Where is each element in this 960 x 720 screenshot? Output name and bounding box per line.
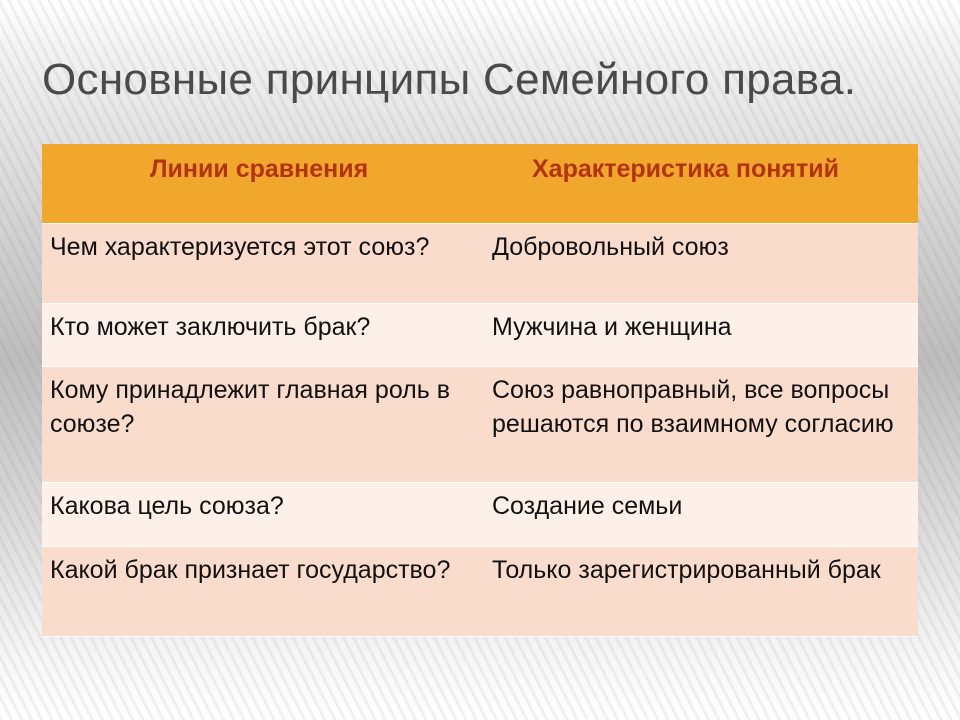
- table-cell-question: Чем характеризуется этот союз?: [42, 223, 488, 303]
- table-cell-answer: Создание семьи: [488, 482, 918, 546]
- table-cell-question: Какой брак признает государство?: [42, 546, 488, 636]
- table-row: [42, 482, 918, 546]
- header-cell-concept-characteristics: Характеристика понятий: [488, 144, 918, 223]
- comparison-table: [42, 144, 918, 637]
- slide-title: Основные принципы Семейного права.: [42, 55, 857, 104]
- table-row: [42, 546, 918, 636]
- table-header-row: [42, 144, 918, 223]
- table-cell-question: Кто может заключить брак?: [42, 303, 488, 366]
- table-cell-answer: Союз равноправный, все вопросы решаются по взаимному согласию: [488, 366, 918, 482]
- table-row: [42, 366, 918, 482]
- table-cell-question: Кому принадлежит главная роль в союзе?: [42, 366, 488, 482]
- table-cell-answer: Только зарегистрированный брак: [488, 546, 918, 636]
- table-cell-answer: Добровольный союз: [488, 223, 918, 303]
- table-cell-question: Какова цель союза?: [42, 482, 488, 546]
- header-cell-comparison-lines: Линии сравнения: [42, 144, 488, 223]
- table-cell-answer: Мужчина и женщина: [488, 303, 918, 366]
- table-row: [42, 223, 918, 303]
- table-row: [42, 303, 918, 366]
